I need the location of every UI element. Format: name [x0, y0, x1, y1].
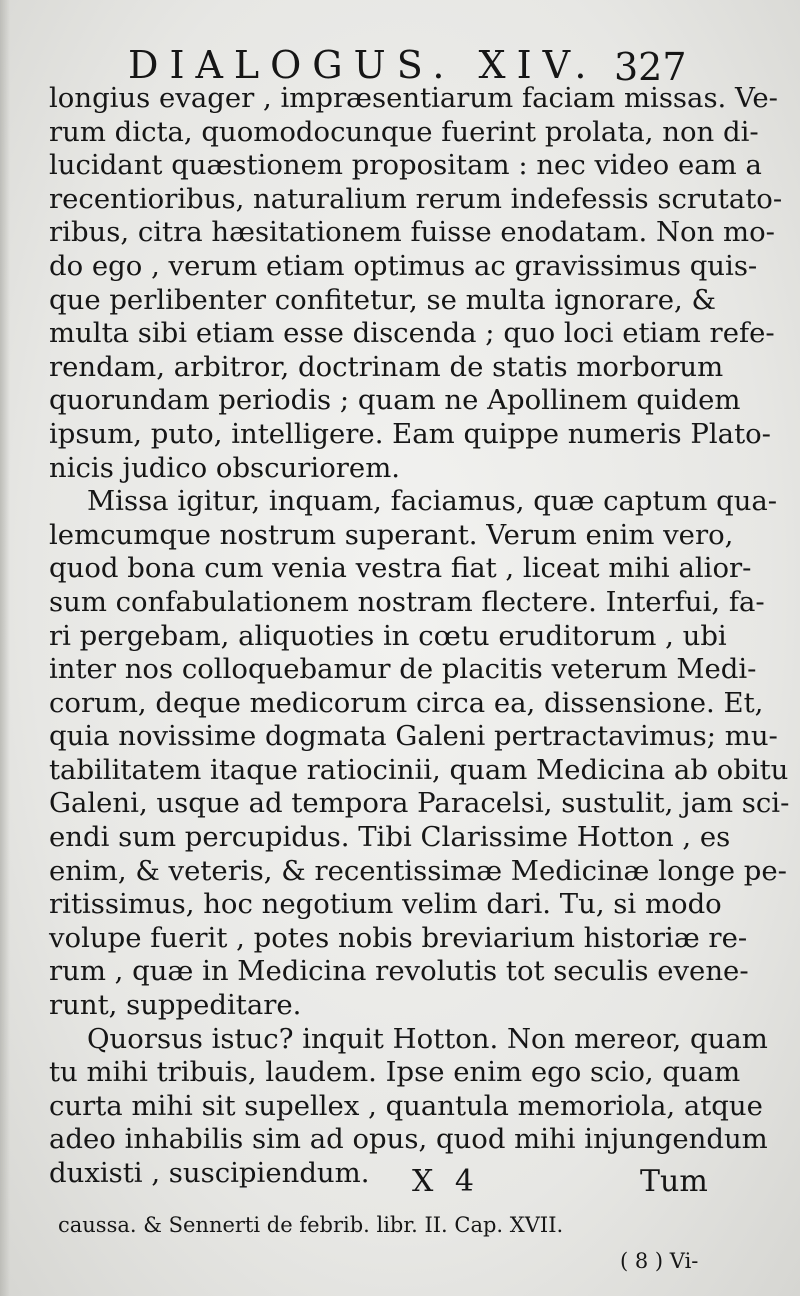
- text-line: recentioribus, naturalium rerum indefessis scrutato-: [49, 182, 783, 215]
- text-line: rum , quæ in Medicina revolutis tot seculis evene-: [49, 955, 749, 988]
- text-line: endi sum percupidus. Tibi Clarissime Hotton , es: [49, 821, 731, 854]
- page-gutter-shadow: [0, 0, 10, 1296]
- footnote: caussa. & Sennerti de febrib. libr. II. Cap. XVII.: [58, 1213, 564, 1237]
- text-line: multa sibi etiam esse discenda ; quo loci etiam refe-: [49, 317, 775, 350]
- signature-mark: X 4: [412, 1164, 480, 1199]
- footnote-continuation: ( 8 ) Vi-: [620, 1249, 699, 1273]
- text-line: tu mihi tribuis, laudem. Ipse enim ego scio, quam: [49, 1056, 741, 1089]
- text-line: nicis judico obscuriorem.: [49, 451, 401, 484]
- text-line: curta mihi sit supellex , quantula memoriola, atque: [49, 1089, 763, 1122]
- text-line: enim, & veteris, & recentissimæ Medicinæ longe pe-: [49, 854, 787, 887]
- text-line: lemcumque nostrum superant. Verum enim vero,: [49, 518, 734, 551]
- text-line: do ego , verum etiam optimus ac gravissimus quis-: [49, 249, 758, 282]
- text-line: runt, suppeditare.: [49, 989, 302, 1022]
- text-line: ri pergebam, aliquoties in cœtu eruditorum , ubi: [49, 619, 727, 652]
- text-line: duxisti , suscipiendum.: [49, 1157, 370, 1189]
- text-line: sum confabulationem nostram flectere. Interfui, fa-: [49, 585, 765, 618]
- paragraph-start-line: Missa igitur, inquam, faciamus, quæ captum qua-: [87, 485, 778, 518]
- text-line: quod bona cum venia vestra fiat , liceat mihi alior-: [49, 552, 752, 585]
- text-line: quorundam periodis ; quam ne Apollinem quidem: [49, 384, 741, 417]
- text-line: ribus, citra hæsitationem fuisse enodatam. Non mo-: [49, 216, 775, 249]
- running-head: DIALOGUS. XIV.: [128, 43, 598, 87]
- text-line: quia novissime dogmata Galeni pertractavimus; mu-: [49, 720, 778, 753]
- text-line: volupe fuerit , potes nobis breviarium historiæ re-: [49, 921, 748, 954]
- text-line: rum dicta, quomodocunque fuerint prolata, non di-: [49, 115, 759, 148]
- text-line: ipsum, puto, intelligere. Eam quippe numeris Plato-: [49, 417, 771, 450]
- body-text: [49, 82, 790, 1191]
- text-line: que perlibenter confitetur, se multa ignorare, &: [49, 283, 716, 316]
- text-line: inter nos colloquebamur de placitis veterum Medi-: [49, 653, 757, 686]
- text-line: ritissimus, hoc negotium velim dari. Tu, si modo: [49, 888, 722, 921]
- paragraph-start-line: Quorsus istuc? inquit Hotton. Non mereor, quam: [87, 1022, 768, 1055]
- text-line: tabilitatem itaque ratiocinii, quam Medicina ab obitu: [49, 753, 789, 786]
- catchword: Tum: [640, 1164, 708, 1199]
- text-line: adeo inhabilis sim ad opus, quod mihi injungendum: [49, 1123, 768, 1156]
- text-line: lucidant quæstionem propositam : nec video eam a: [49, 149, 762, 182]
- text-line: rendam, arbitror, doctrinam de statis morborum: [49, 350, 724, 383]
- page-number: 327: [614, 45, 687, 89]
- text-line: corum, deque medicorum circa ea, dissensione. Et,: [49, 686, 764, 719]
- text-line: longius evager , impræsentiarum faciam missas. Ve-: [49, 82, 778, 114]
- text-line: Galeni, usque ad tempora Paracelsi, sustulit, jam sci-: [49, 787, 790, 820]
- signature-row: [0, 1162, 800, 1202]
